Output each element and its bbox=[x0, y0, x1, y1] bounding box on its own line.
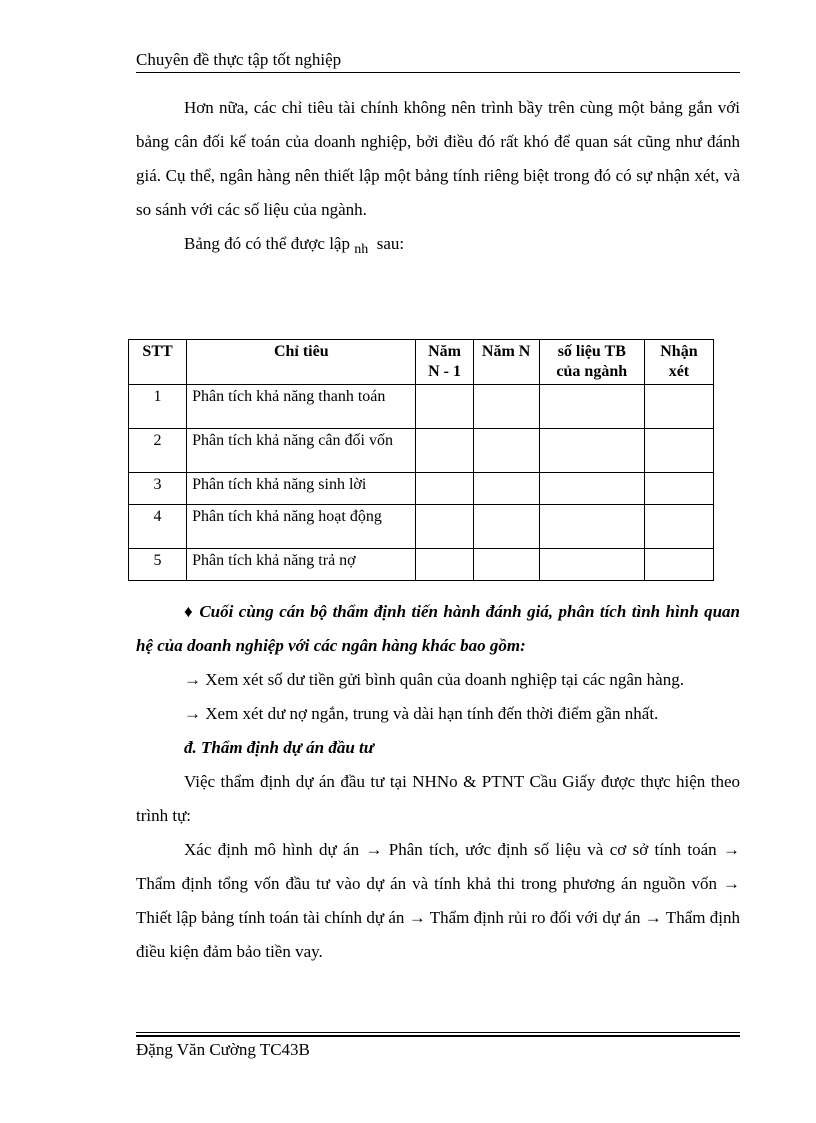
row-cell bbox=[473, 549, 539, 581]
row-cell bbox=[539, 549, 644, 581]
page-footer bbox=[136, 1040, 310, 1060]
table-row bbox=[129, 505, 714, 549]
header-industry-avg: số liệu TB của ngành bbox=[539, 340, 644, 385]
row-cell bbox=[416, 429, 473, 473]
paragraph-procedure-steps: Xác định mô hình dự án → Phân tích, ước định số liệu và cơ sở tính toán → Thẩm định tổng vốn đầu tư vào dự án và tính khả thi trong phương án nguồn vốn → Thiết lập bảng tính toán tài chính dự án → Thẩm định rủi ro đối với dự án → Thẩm định điều kiện đảm bảo tiền vay. bbox=[136, 840, 740, 961]
row-cell bbox=[473, 473, 539, 505]
row-cell bbox=[539, 473, 644, 505]
row-cell bbox=[473, 385, 539, 429]
intro-section bbox=[136, 91, 740, 263]
row-label: Phân tích khả năng thanh toán bbox=[187, 385, 416, 429]
row-cell bbox=[416, 385, 473, 429]
paragraph-procedure-intro: Việc thẩm định dự án đầu tư tại NHNo & PTNT Cầu Giấy được thực hiện theo trình tự: bbox=[136, 772, 740, 825]
row-cell bbox=[416, 505, 473, 549]
row-stt: 3 bbox=[129, 473, 187, 505]
row-cell bbox=[539, 429, 644, 473]
assessment-section bbox=[136, 595, 740, 969]
intro-p2-a: Bảng đó có thể được lập bbox=[184, 234, 350, 253]
intro-paragraph: Hơn nữa, các chỉ tiêu tài chính không nên trình bầy trên cùng một bảng gắn với bảng cân đối kế toán của doanh nghiệp, bởi điều đó rất khó để quan sát cũng như đánh giá. Cụ thể, ngân hàng nên thiết lập một bảng tính riêng biệt trong đó có sự nhận xét, và so sánh với các số liệu của ngành. bbox=[136, 98, 740, 219]
row-cell bbox=[644, 549, 713, 581]
row-cell bbox=[644, 385, 713, 429]
footer-author: Đặng Văn Cường TC43B bbox=[136, 1040, 310, 1059]
row-cell bbox=[644, 473, 713, 505]
row-label: Phân tích khả năng trả nợ bbox=[187, 549, 416, 581]
row-cell bbox=[473, 429, 539, 473]
row-cell bbox=[539, 505, 644, 549]
bullet-paragraph: ♦ Cuối cùng cán bộ thẩm định tiến hành đánh giá, phân tích tình hình quan hệ của doanh nghiệp với các ngân hàng khác bao gồm: bbox=[136, 602, 740, 655]
row-label: Phân tích khả năng sinh lời bbox=[187, 473, 416, 505]
header-criteria: Chỉ tiêu bbox=[187, 340, 416, 385]
table-header-row bbox=[129, 340, 714, 385]
row-cell bbox=[644, 429, 713, 473]
row-cell bbox=[644, 505, 713, 549]
row-cell bbox=[473, 505, 539, 549]
row-cell bbox=[416, 549, 473, 581]
row-stt: 4 bbox=[129, 505, 187, 549]
header-year-n-1: Năm N - 1 bbox=[416, 340, 473, 385]
table-row bbox=[129, 385, 714, 429]
page-header bbox=[136, 48, 740, 73]
list-item-deposits: → Xem xét số dư tiền gửi bình quân của doanh nghiệp tại các ngân hàng. bbox=[184, 670, 684, 689]
footer-line-thin bbox=[136, 1032, 740, 1033]
table-row bbox=[129, 473, 714, 505]
intro-p2-c: sau: bbox=[376, 234, 405, 253]
row-cell bbox=[539, 385, 644, 429]
header-year-n: Năm N bbox=[473, 340, 539, 385]
row-label: Phân tích khả năng hoạt động bbox=[187, 505, 416, 549]
table-row bbox=[129, 429, 714, 473]
footer-line-thick bbox=[136, 1035, 740, 1037]
list-item-debt: → Xem xét dư nợ ngắn, trung và dài hạn tính đến thời điểm gần nhất. bbox=[184, 704, 659, 723]
row-stt: 1 bbox=[129, 385, 187, 429]
header-stt: STT bbox=[129, 340, 187, 385]
intro-p2-b: nh bbox=[354, 242, 369, 257]
intro-paragraph-2 bbox=[136, 227, 740, 263]
row-stt: 2 bbox=[129, 429, 187, 473]
header-comment: Nhận xét bbox=[644, 340, 713, 385]
row-stt: 5 bbox=[129, 549, 187, 581]
row-cell bbox=[416, 473, 473, 505]
header-title: Chuyên đề thực tập tốt nghiệp bbox=[136, 50, 342, 69]
table-row bbox=[129, 549, 714, 581]
section-heading-d: đ. Thẩm định dự án đầu tư bbox=[184, 738, 374, 757]
row-label: Phân tích khả năng cân đối vốn bbox=[187, 429, 416, 473]
footer-divider bbox=[136, 1032, 740, 1037]
criteria-table bbox=[128, 339, 714, 581]
